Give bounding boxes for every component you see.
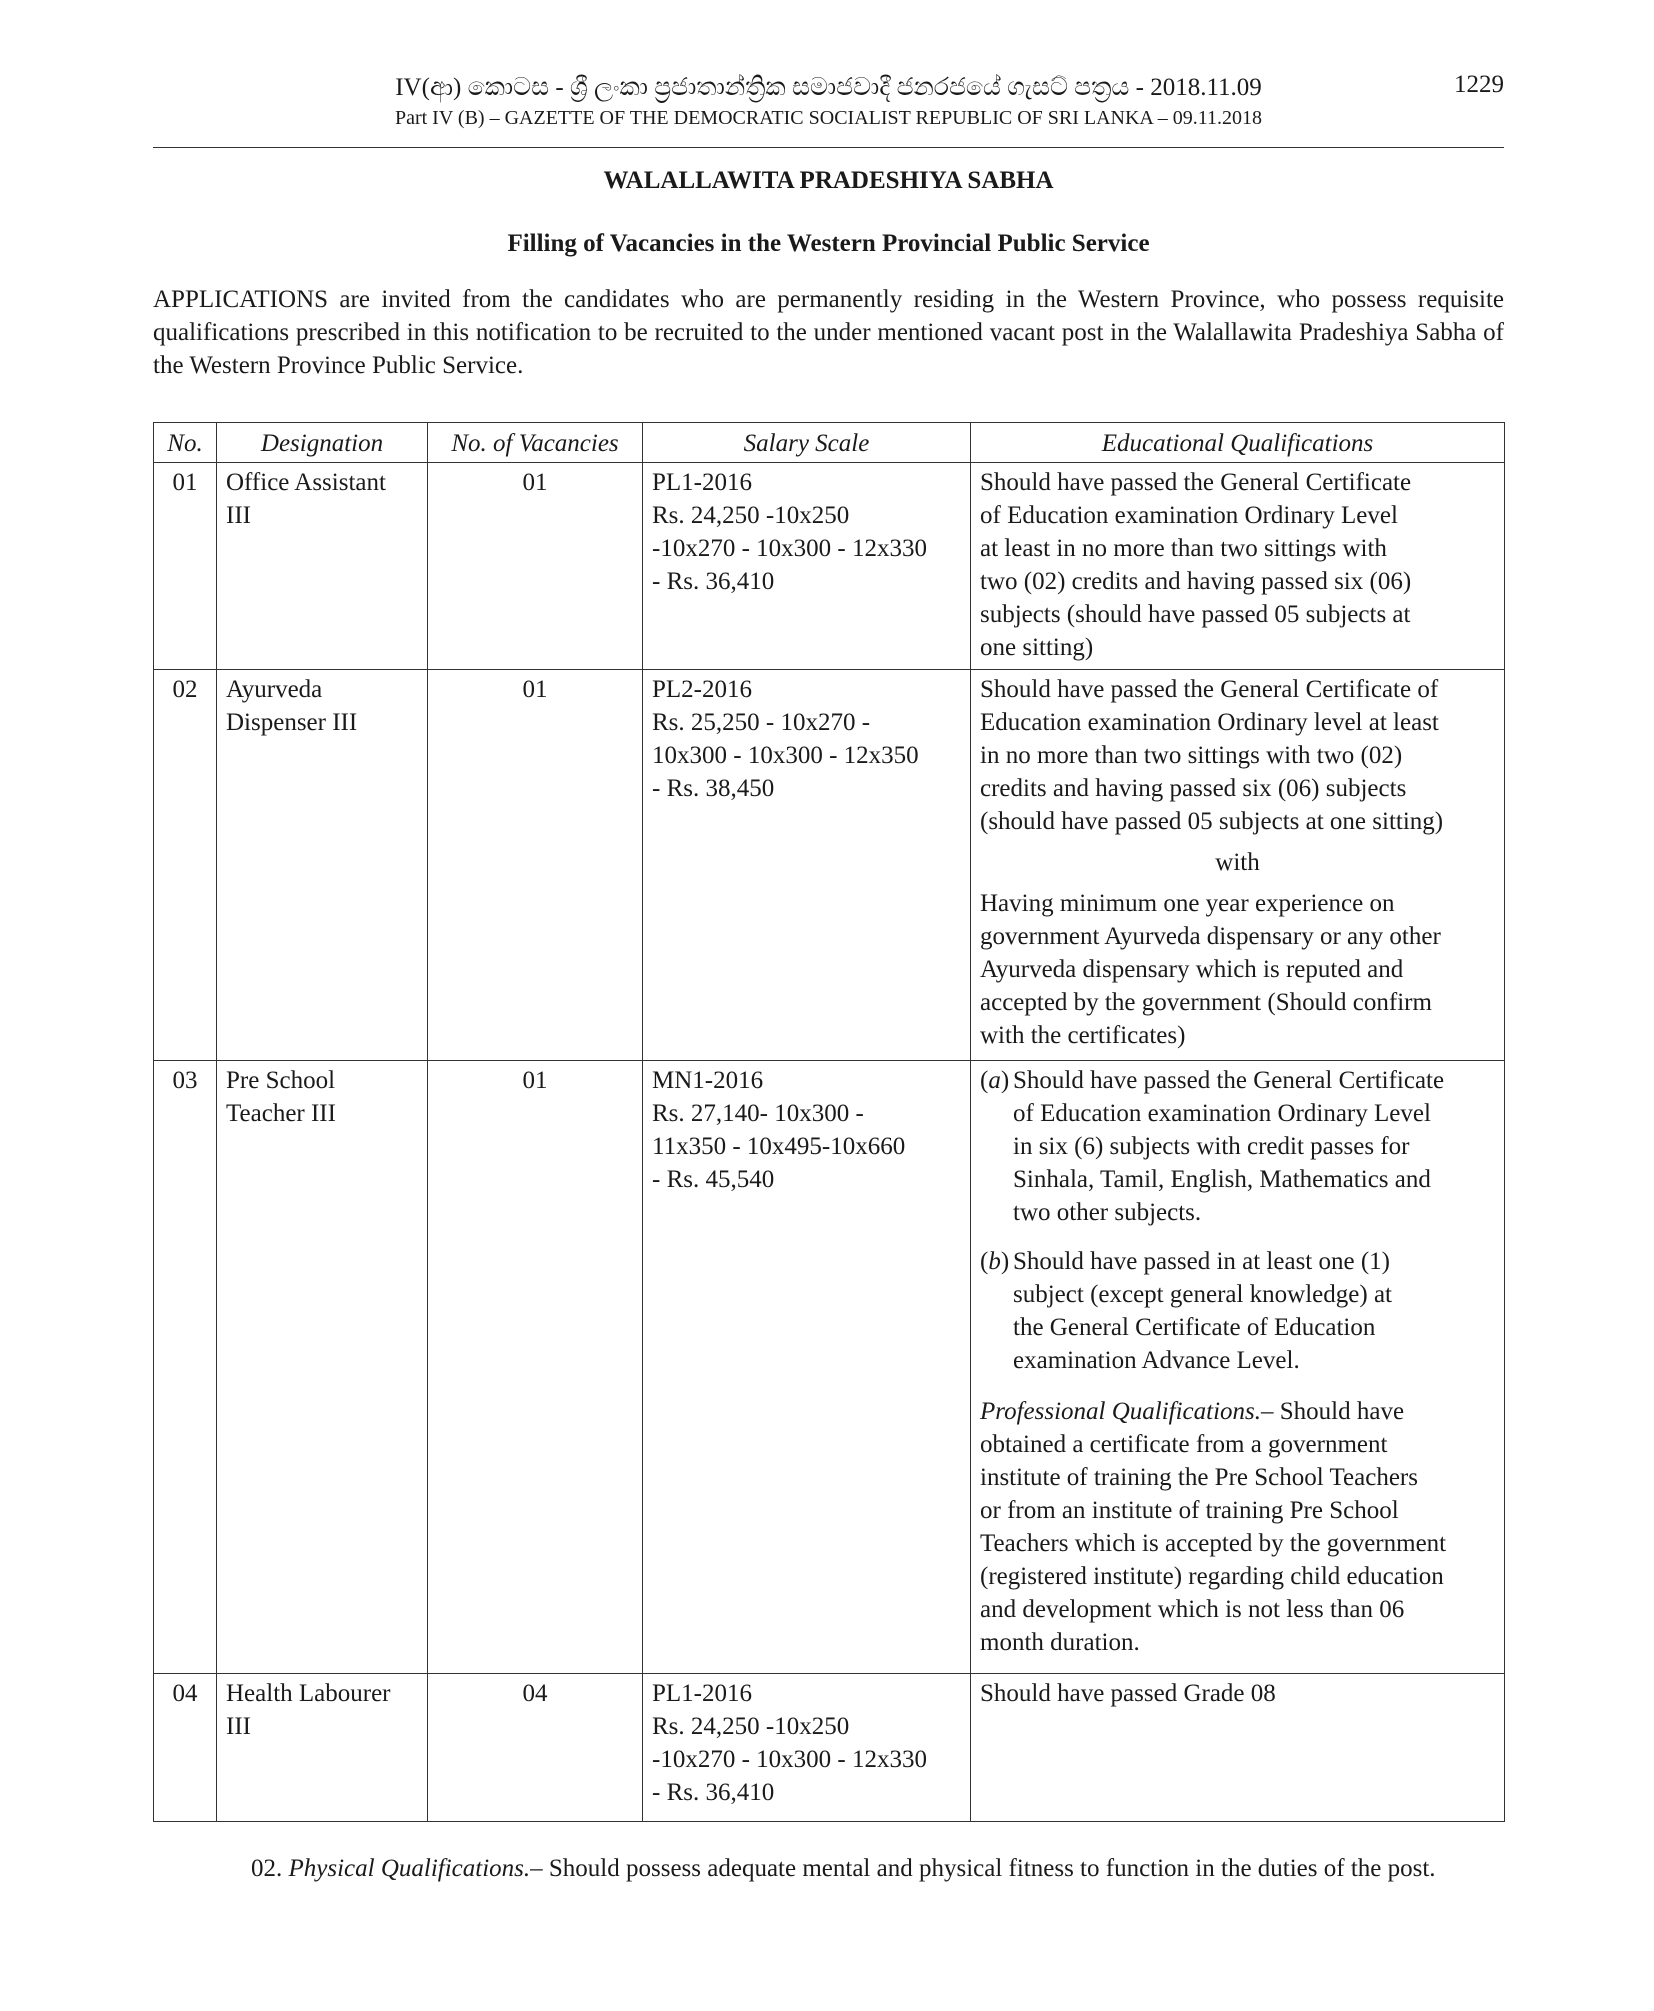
qualification-line: one sitting) <box>980 634 1094 661</box>
physical-qualifications-text: – Should possess adequate mental and physical fitness to function in the duties of the post. <box>530 1855 1436 1882</box>
qualification-line: obtained a certificate from a government <box>980 1431 1388 1458</box>
header-sinhala-title: IV(ආ) කොටස - ශ්‍රී ලංකා ප්‍රජාතාන්ත්‍රික සමාජවාදී ජනරජයේ ගැසට් පත්‍රය - 2018.11.09 <box>395 74 1262 101</box>
qualification-line: two (02) credits and having passed six (06) <box>980 568 1412 595</box>
qualification-line: two other subjects. <box>1013 1199 1202 1226</box>
salary-line: Rs. 27,140- 10x300 - <box>652 1100 864 1127</box>
qualification-line: Education examination Ordinary level at least <box>980 709 1439 736</box>
qualification-line: and development which is not less than 06 <box>980 1596 1405 1623</box>
header-salary: Salary Scale <box>643 423 971 463</box>
salary-line: Rs. 24,250 -10x250 <box>652 502 850 529</box>
row-salary <box>643 670 971 1061</box>
row-qualifications <box>971 463 1505 670</box>
designation-line: Teacher III <box>226 1100 336 1127</box>
qualification-line: Should have passed Grade 08 <box>980 1680 1276 1707</box>
salary-line: MN1-2016 <box>652 1067 764 1094</box>
row-qualifications <box>971 1061 1505 1674</box>
salary-line: -10x270 - 10x300 - 12x330 <box>652 1746 927 1773</box>
header-no: No. <box>154 423 217 463</box>
row-no: 02 <box>154 670 217 1061</box>
header-designation: Designation <box>217 423 428 463</box>
header-english-title: Part IV (B) – GAZETTE OF THE DEMOCRATIC SOCIALIST REPUBLIC OF SRI LANKA – 09.11.2018 <box>394 107 1263 129</box>
qualification-line: Sinhala, Tamil, English, Mathematics and <box>1013 1166 1431 1193</box>
row-salary <box>643 1061 971 1674</box>
qualification-line: month duration. <box>980 1629 1140 1656</box>
notice-title: WALALLAWITA PRADESHIYA SABHA <box>603 167 1054 194</box>
salary-line: PL2-2016 <box>652 676 752 703</box>
row-qualifications <box>971 1674 1505 1822</box>
qualification-line: subject (except general knowledge) at <box>1013 1281 1392 1308</box>
designation-line: Dispenser III <box>226 709 358 736</box>
qualification-line: examination Advance Level. <box>1013 1347 1300 1374</box>
qualification-item-b <box>980 1245 1495 1377</box>
qualification-line: in no more than two sittings with two (02) <box>980 742 1403 769</box>
qualification-line: subjects (should have passed 05 subjects at <box>980 601 1411 628</box>
row-no: 01 <box>154 463 217 670</box>
table-row <box>154 1061 1505 1674</box>
table-row <box>154 463 1505 670</box>
salary-line: - Rs. 36,410 <box>652 568 775 595</box>
qualification-line: of Education examination Ordinary Level <box>1013 1100 1431 1127</box>
table-header-row <box>154 423 1505 463</box>
qualification-line: (registered institute) regarding child education <box>980 1563 1444 1590</box>
row-designation <box>217 1061 428 1674</box>
salary-line: - Rs. 45,540 <box>652 1166 775 1193</box>
row-vacancies: 04 <box>428 1674 643 1822</box>
qualification-line: in six (6) subjects with credit passes for <box>1013 1133 1410 1160</box>
salary-line: 10x300 - 10x300 - 12x350 <box>652 742 919 769</box>
qualification-line: (should have passed 05 subjects at one sitting) <box>980 808 1444 835</box>
professional-label: Professional Qualifications. <box>980 1398 1262 1425</box>
gazette-header <box>153 0 1504 148</box>
salary-line: PL1-2016 <box>652 1680 752 1707</box>
designation-line: Pre School <box>226 1067 336 1094</box>
qualification-line: Should have passed in at least one (1) <box>1013 1248 1390 1275</box>
designation-line: Office Assistant <box>226 469 386 496</box>
designation-line: Ayurveda <box>226 676 323 703</box>
designation-line: III <box>226 502 251 529</box>
intro-paragraph: APPLICATIONS are invited from the candidates who are permanently residing in the Western Province, who possess requisite qualifications prescribed in this notification to be recruited to the under mentioned vacant post in the Walallawita Pradeshiya Sabha of the Western Province Public Service. <box>153 286 1504 379</box>
qualification-line: institute of training the Pre School Teachers <box>980 1464 1418 1491</box>
qualification-line: of Education examination Ordinary Level <box>980 502 1398 529</box>
qualification-item-a <box>980 1064 1495 1229</box>
salary-line: Rs. 24,250 -10x250 <box>652 1713 850 1740</box>
qualification-line: – Should have <box>1261 1398 1405 1425</box>
notice-subtitle: Filling of Vacancies in the Western Provincial Public Service <box>507 230 1150 257</box>
qualification-line: credits and having passed six (06) subjects <box>980 775 1407 802</box>
designation-line: Health Labourer <box>226 1680 391 1707</box>
row-designation <box>217 463 428 670</box>
salary-line: PL1-2016 <box>652 469 752 496</box>
salary-line: Rs. 25,250 - 10x270 - <box>652 709 871 736</box>
vacancies-table <box>153 422 1505 1822</box>
physical-qualifications-paragraph <box>153 1852 1504 1885</box>
header-qualifications: Educational Qualifications <box>971 423 1505 463</box>
row-no: 03 <box>154 1061 217 1674</box>
qualification-line: Having minimum one year experience on <box>980 890 1395 917</box>
row-salary <box>643 463 971 670</box>
row-vacancies: 01 <box>428 1061 643 1674</box>
qualification-line: at least in no more than two sittings with <box>980 535 1387 562</box>
row-vacancies: 01 <box>428 463 643 670</box>
header-vacancies: No. of Vacancies <box>428 423 643 463</box>
professional-qualifications <box>980 1395 1495 1659</box>
paragraph-number: 02. <box>251 1855 283 1882</box>
item-label: (b) <box>980 1248 1010 1275</box>
row-designation <box>217 1674 428 1822</box>
qualification-line: Should have passed the General Certificate of <box>980 676 1439 703</box>
qualification-line: Teachers which is accepted by the government <box>980 1530 1447 1557</box>
row-salary <box>643 1674 971 1822</box>
qualification-line: or from an institute of training Pre School <box>980 1497 1399 1524</box>
table-row <box>154 1674 1505 1822</box>
qualification-line: Ayurveda dispensary which is reputed and <box>980 956 1404 983</box>
table-row <box>154 670 1505 1061</box>
salary-line: -10x270 - 10x300 - 12x330 <box>652 535 927 562</box>
qualification-line: the General Certificate of Education <box>1013 1314 1376 1341</box>
page-number: 1229 <box>1454 71 1504 98</box>
gazette-page <box>153 0 1504 1885</box>
row-qualifications <box>971 670 1505 1061</box>
qualification-conjunction: with <box>1215 849 1260 876</box>
qualification-line: Should have passed the General Certificate <box>980 469 1412 496</box>
salary-line: - Rs. 38,450 <box>652 775 775 802</box>
designation-line: III <box>226 1713 251 1740</box>
qualification-line: with the certificates) <box>980 1022 1186 1049</box>
item-label: (a) <box>980 1067 1010 1094</box>
qualification-line: accepted by the government (Should confirm <box>980 989 1432 1016</box>
salary-line: 11x350 - 10x495-10x660 <box>652 1133 906 1160</box>
row-designation <box>217 670 428 1061</box>
qualification-line: government Ayurveda dispensary or any other <box>980 923 1441 950</box>
row-no: 04 <box>154 1674 217 1822</box>
row-vacancies: 01 <box>428 670 643 1061</box>
salary-line: - Rs. 36,410 <box>652 1779 775 1806</box>
physical-qualifications-label: Physical Qualifications. <box>288 1855 531 1882</box>
qualification-line: Should have passed the General Certificate <box>1013 1067 1445 1094</box>
